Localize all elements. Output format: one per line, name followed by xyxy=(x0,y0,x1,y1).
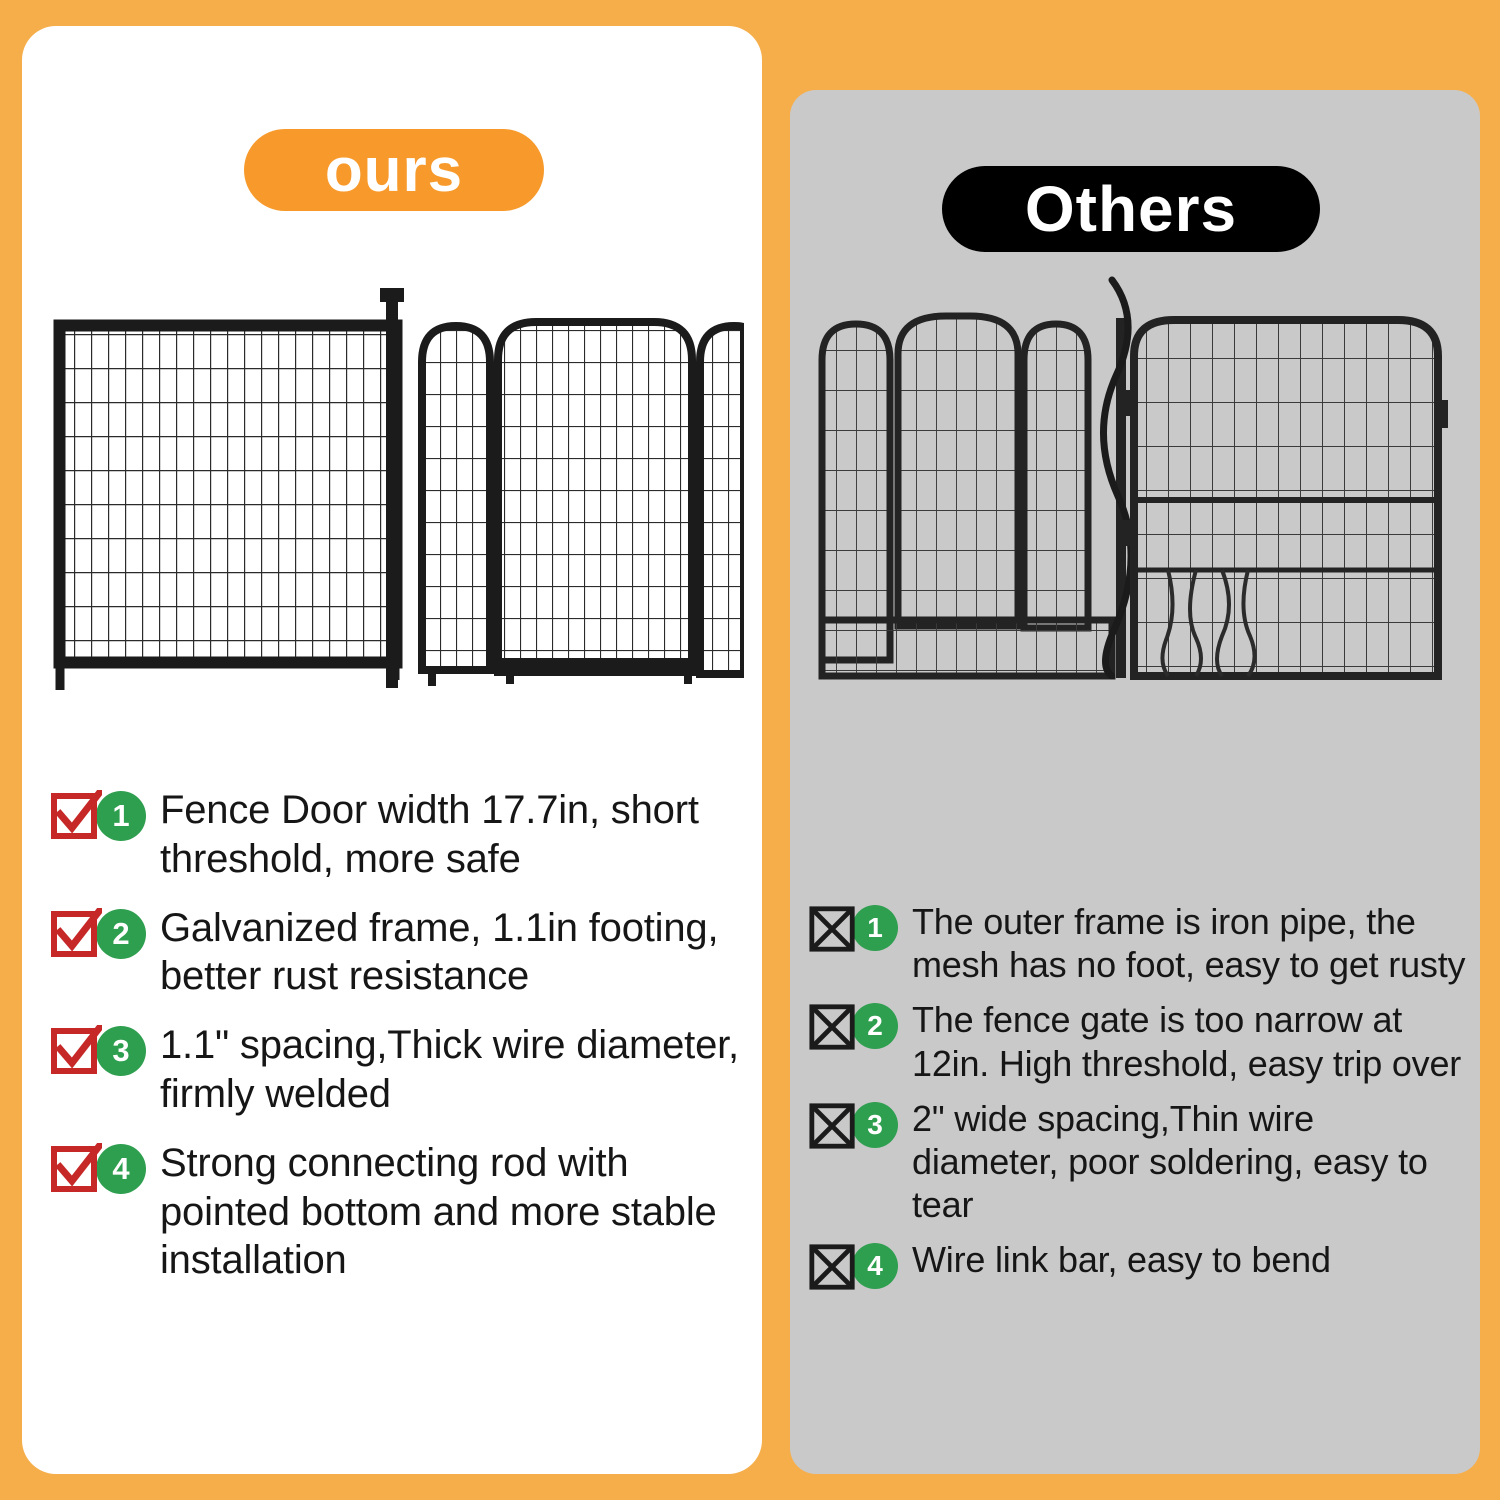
others-feature-list xyxy=(808,900,1468,1304)
list-item xyxy=(808,1097,1468,1227)
item-text: 2" wide spacing,Thin wire diameter, poor soldering, easy to tear xyxy=(912,1097,1428,1226)
item-number: 1 xyxy=(96,791,146,841)
list-item xyxy=(50,1139,750,1285)
item-text: The fence gate is too narrow at 12in. High threshold, easy trip over xyxy=(912,999,1462,1084)
item-text: Wire link bar, easy to bend xyxy=(912,1239,1331,1281)
item-number: 2 xyxy=(96,909,146,959)
item-text: 1.1" spacing,Thick wire diameter, firmly welded xyxy=(160,1023,739,1116)
item-number: 3 xyxy=(852,1102,898,1148)
check-mark-icon xyxy=(50,1025,102,1077)
list-item xyxy=(50,786,750,884)
item-text: The outer frame is iron pipe, the mesh has no foot, easy to get rusty xyxy=(912,901,1466,986)
ours-panel xyxy=(22,26,762,1474)
others-badge: Others xyxy=(942,166,1320,252)
check-mark-icon xyxy=(50,1143,102,1195)
cross-mark-icon xyxy=(808,1242,858,1292)
cross-mark-icon xyxy=(808,1101,858,1151)
item-number: 1 xyxy=(852,905,898,951)
ours-product-image xyxy=(40,266,744,736)
list-item xyxy=(50,904,750,1002)
check-mark-icon xyxy=(50,908,102,960)
item-number: 2 xyxy=(852,1003,898,1049)
item-number: 4 xyxy=(852,1243,898,1289)
others-panel xyxy=(790,90,1480,1474)
fence-illustration-others xyxy=(816,270,1452,700)
list-item xyxy=(808,998,1468,1084)
fence-illustration-ours xyxy=(40,266,744,736)
check-mark-icon xyxy=(50,790,102,842)
ours-feature-list xyxy=(50,786,750,1285)
item-text: Strong connecting rod with pointed bottom and more stable installation xyxy=(160,1140,717,1283)
item-text: Fence Door width 17.7in, short threshold, more safe xyxy=(160,788,699,881)
item-number: 3 xyxy=(96,1026,146,1076)
cross-mark-icon xyxy=(808,904,858,954)
item-number: 4 xyxy=(96,1144,146,1194)
others-product-image xyxy=(816,270,1452,700)
list-item xyxy=(808,1238,1468,1292)
list-item xyxy=(808,900,1468,986)
cross-mark-icon xyxy=(808,1002,858,1052)
ours-badge: ours xyxy=(244,129,544,211)
item-text: Galvanized frame, 1.1in footing, better rust resistance xyxy=(160,905,719,999)
list-item xyxy=(50,1021,750,1119)
